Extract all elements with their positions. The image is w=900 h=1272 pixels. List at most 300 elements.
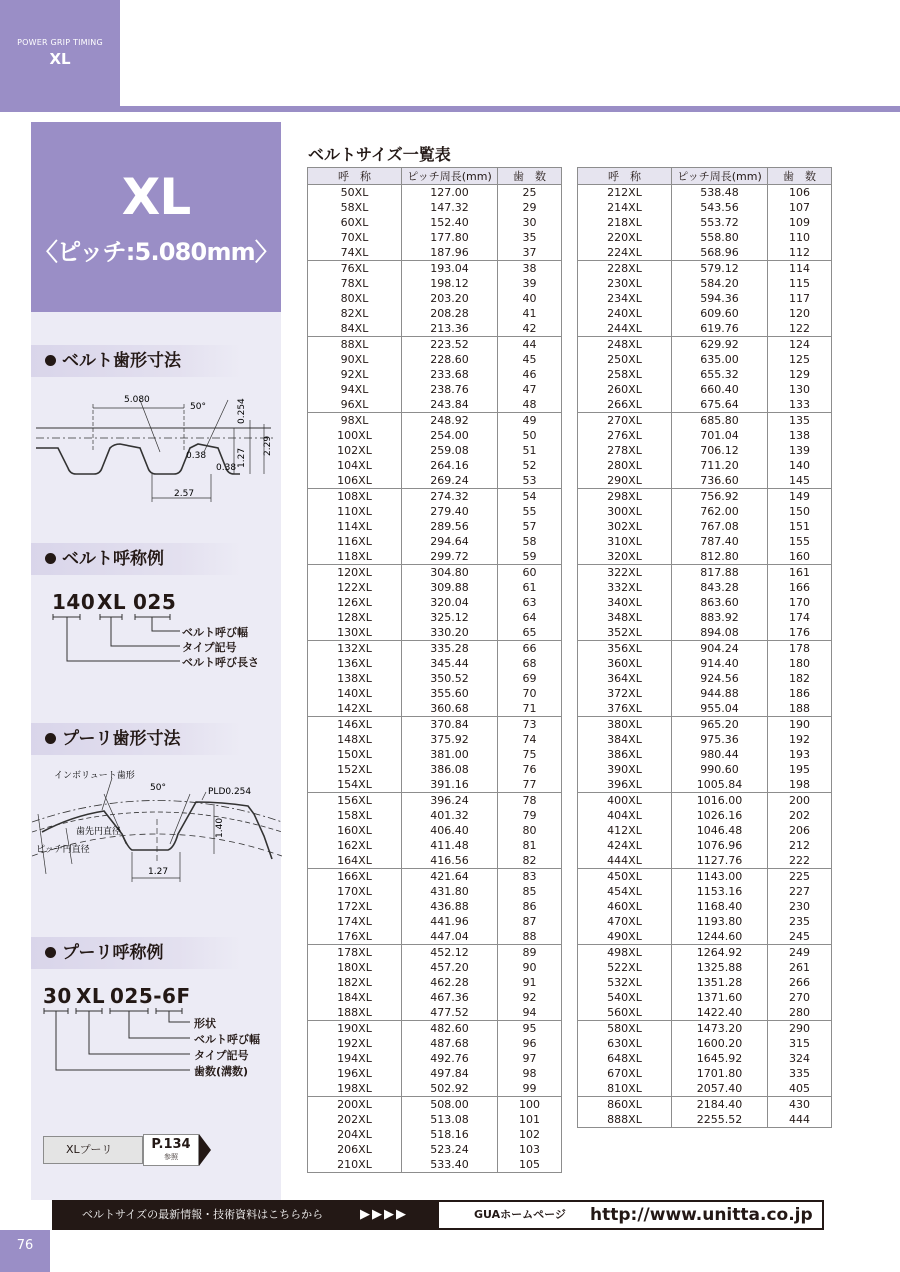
table-row [308, 215, 562, 230]
cell-teeth: 129 [768, 367, 832, 382]
cell-teeth: 103 [498, 1142, 562, 1157]
cell-name: 300XL [578, 504, 672, 519]
cell-teeth: 235 [768, 914, 832, 929]
pulley-legend-teeth: 歯数(溝数) [194, 1065, 249, 1078]
cell-length: 350.52 [402, 671, 498, 686]
page-title: XL [121, 168, 191, 226]
table-row [578, 823, 832, 838]
cell-teeth: 44 [498, 337, 562, 353]
cell-name: 202XL [308, 1112, 402, 1127]
cell-name: 670XL [578, 1066, 672, 1081]
cell-name: 106XL [308, 473, 402, 489]
table-row [308, 1081, 562, 1097]
table-row [578, 1021, 832, 1037]
cell-teeth: 98 [498, 1066, 562, 1081]
table-row [578, 641, 832, 657]
cell-length: 152.40 [402, 215, 498, 230]
cell-name: 230XL [578, 276, 672, 291]
cell-teeth: 227 [768, 884, 832, 899]
cell-name: 364XL [578, 671, 672, 686]
cell-teeth: 280 [768, 1005, 832, 1021]
cell-teeth: 315 [768, 1036, 832, 1051]
cell-length: 416.56 [402, 853, 498, 869]
cell-length: 177.80 [402, 230, 498, 245]
cell-length: 391.16 [402, 777, 498, 793]
cell-teeth: 198 [768, 777, 832, 793]
cell-length: 635.00 [672, 352, 768, 367]
cell-length: 477.52 [402, 1005, 498, 1021]
cell-teeth: 261 [768, 960, 832, 975]
cell-length: 502.92 [402, 1081, 498, 1097]
cell-length: 421.64 [402, 869, 498, 885]
cell-name: 260XL [578, 382, 672, 397]
size-table-right [577, 167, 832, 1128]
cell-name: 320XL [578, 549, 672, 565]
cell-name: 96XL [308, 397, 402, 413]
cell-name: 244XL [578, 321, 672, 337]
cell-teeth: 212 [768, 838, 832, 853]
cell-length: 944.88 [672, 686, 768, 701]
cell-length: 508.00 [402, 1097, 498, 1113]
cell-length: 924.56 [672, 671, 768, 686]
table-row [578, 397, 832, 413]
cell-teeth: 110 [768, 230, 832, 245]
table-row [308, 823, 562, 838]
cell-teeth: 55 [498, 504, 562, 519]
cell-name: 132XL [308, 641, 402, 657]
cell-teeth: 155 [768, 534, 832, 549]
table-row [578, 656, 832, 671]
table-row [308, 701, 562, 717]
table-row [578, 732, 832, 747]
cell-length: 355.60 [402, 686, 498, 701]
table-row [578, 458, 832, 473]
cell-teeth: 100 [498, 1097, 562, 1113]
cell-teeth: 107 [768, 200, 832, 215]
cell-length: 269.24 [402, 473, 498, 489]
cell-name: 278XL [578, 443, 672, 458]
dim-w: 2.57 [174, 489, 195, 499]
cell-length: 1127.76 [672, 853, 768, 869]
cell-length: 187.96 [402, 245, 498, 261]
cell-teeth: 81 [498, 838, 562, 853]
cell-length: 497.84 [402, 1066, 498, 1081]
cell-length: 1325.88 [672, 960, 768, 975]
cell-name: 450XL [578, 869, 672, 885]
cell-teeth: 82 [498, 853, 562, 869]
cell-teeth: 112 [768, 245, 832, 261]
cell-name: 454XL [578, 884, 672, 899]
section-pulley-tooth [31, 723, 241, 755]
cell-length: 447.04 [402, 929, 498, 945]
table-row [578, 1005, 832, 1021]
table-row [308, 549, 562, 565]
cell-teeth: 46 [498, 367, 562, 382]
cell-length: 381.00 [402, 747, 498, 762]
table-row [578, 367, 832, 382]
belt-code-a: 140 [52, 590, 96, 614]
cell-teeth: 45 [498, 352, 562, 367]
cell-length: 213.36 [402, 321, 498, 337]
table-row [308, 1021, 562, 1037]
cell-teeth: 124 [768, 337, 832, 353]
cell-name: 860XL [578, 1097, 672, 1113]
cell-name: 166XL [308, 869, 402, 885]
cell-teeth: 109 [768, 215, 832, 230]
cell-teeth: 188 [768, 701, 832, 717]
cell-teeth: 61 [498, 580, 562, 595]
table-row [308, 519, 562, 534]
dim-tip: 歯先円直径 [76, 827, 122, 837]
col-header-name: 呼 称 [308, 168, 402, 185]
cell-name: 158XL [308, 808, 402, 823]
belt-legend-length: ベルト呼び長さ [182, 656, 259, 669]
cell-length: 812.80 [672, 549, 768, 565]
table-row [578, 321, 832, 337]
cell-teeth: 200 [768, 793, 832, 809]
cell-name: 498XL [578, 945, 672, 961]
table-row [578, 306, 832, 321]
table-row [578, 671, 832, 686]
cell-name: 424XL [578, 838, 672, 853]
cell-name: 84XL [308, 321, 402, 337]
table-row [308, 1066, 562, 1081]
cell-length: 208.28 [402, 306, 498, 321]
cell-length: 619.76 [672, 321, 768, 337]
cell-name: 80XL [308, 291, 402, 306]
cell-length: 863.60 [672, 595, 768, 610]
cell-length: 767.08 [672, 519, 768, 534]
cell-name: 116XL [308, 534, 402, 549]
cell-name: 108XL [308, 489, 402, 505]
cell-length: 1153.16 [672, 884, 768, 899]
cell-name: 258XL [578, 367, 672, 382]
cell-name: 126XL [308, 595, 402, 610]
cell-name: 400XL [578, 793, 672, 809]
cell-length: 254.00 [402, 428, 498, 443]
cell-teeth: 90 [498, 960, 562, 975]
cell-teeth: 68 [498, 656, 562, 671]
section-title: プーリ呼称例 [62, 943, 164, 963]
cell-length: 1046.48 [672, 823, 768, 838]
cell-teeth: 130 [768, 382, 832, 397]
series-code: XL [49, 50, 71, 68]
cell-name: 372XL [578, 686, 672, 701]
cell-name: 470XL [578, 914, 672, 929]
table-row [578, 549, 832, 565]
footer-notice: ベルトサイズの最新情報・技術資料はこちらから [54, 1202, 439, 1228]
cell-name: 340XL [578, 595, 672, 610]
cell-length: 228.60 [402, 352, 498, 367]
cell-name: 444XL [578, 853, 672, 869]
cell-teeth: 161 [768, 565, 832, 581]
cell-length: 1005.84 [672, 777, 768, 793]
table-row [308, 337, 562, 353]
cell-length: 259.08 [402, 443, 498, 458]
cell-length: 685.80 [672, 413, 768, 429]
cell-name: 128XL [308, 610, 402, 625]
cell-name: 154XL [308, 777, 402, 793]
cell-length: 457.20 [402, 960, 498, 975]
table-row [578, 489, 832, 505]
cell-length: 1422.40 [672, 1005, 768, 1021]
cell-name: 322XL [578, 565, 672, 581]
cell-teeth: 65 [498, 625, 562, 641]
table-row [578, 519, 832, 534]
cell-length: 492.76 [402, 1051, 498, 1066]
cell-name: 188XL [308, 1005, 402, 1021]
reference-page: P.134 [151, 1137, 191, 1152]
cell-name: 204XL [308, 1127, 402, 1142]
cell-teeth: 151 [768, 519, 832, 534]
cell-teeth: 192 [768, 732, 832, 747]
table-row [578, 929, 832, 945]
cell-length: 264.16 [402, 458, 498, 473]
cell-teeth: 99 [498, 1081, 562, 1097]
cell-name: 114XL [308, 519, 402, 534]
cell-teeth: 49 [498, 413, 562, 429]
dim-involute: インボリュート歯形 [54, 771, 135, 781]
col-header-length: ピッチ周長(mm) [402, 168, 498, 185]
cell-length: 787.40 [672, 534, 768, 549]
cell-name: 560XL [578, 1005, 672, 1021]
cell-length: 736.60 [672, 473, 768, 489]
table-row [578, 1066, 832, 1081]
cell-teeth: 138 [768, 428, 832, 443]
table-row [578, 717, 832, 733]
belt-legend-type: タイプ記号 [182, 641, 237, 654]
table-row [308, 185, 562, 201]
cell-name: 172XL [308, 899, 402, 914]
table-row [308, 1157, 562, 1173]
footer-arrows-icon: ▶▶▶▶ [360, 1207, 408, 1222]
cell-name: 460XL [578, 899, 672, 914]
cell-length: 386.08 [402, 762, 498, 777]
cell-teeth: 96 [498, 1036, 562, 1051]
cell-name: 888XL [578, 1112, 672, 1128]
cell-length: 304.80 [402, 565, 498, 581]
cell-length: 655.32 [672, 367, 768, 382]
cell-name: 196XL [308, 1066, 402, 1081]
footer-banner [52, 1200, 824, 1230]
table-row [578, 1112, 832, 1128]
table-row [578, 853, 832, 869]
table-row [308, 1036, 562, 1051]
cell-teeth: 94 [498, 1005, 562, 1021]
table-row [308, 534, 562, 549]
cell-length: 1351.28 [672, 975, 768, 990]
cell-name: 540XL [578, 990, 672, 1005]
cell-teeth: 86 [498, 899, 562, 914]
cell-length: 299.72 [402, 549, 498, 565]
table-row [308, 1005, 562, 1021]
cell-length: 223.52 [402, 337, 498, 353]
table-row [308, 352, 562, 367]
table-row [578, 884, 832, 899]
table-row [308, 686, 562, 701]
col-header-length: ピッチ周長(mm) [672, 168, 768, 185]
cell-teeth: 145 [768, 473, 832, 489]
cell-name: 182XL [308, 975, 402, 990]
footer-url-link[interactable]: http://www.unitta.co.jp [590, 1205, 813, 1225]
cell-teeth: 59 [498, 549, 562, 565]
cell-name: 122XL [308, 580, 402, 595]
cell-teeth: 39 [498, 276, 562, 291]
table-row [308, 777, 562, 793]
cell-name: 150XL [308, 747, 402, 762]
table-row [578, 352, 832, 367]
table-row [308, 306, 562, 321]
cell-teeth: 35 [498, 230, 562, 245]
cell-teeth: 71 [498, 701, 562, 717]
cell-teeth: 225 [768, 869, 832, 885]
cell-length: 543.56 [672, 200, 768, 215]
cell-length: 1264.92 [672, 945, 768, 961]
cell-name: 118XL [308, 549, 402, 565]
cell-length: 274.32 [402, 489, 498, 505]
cell-length: 701.04 [672, 428, 768, 443]
cell-teeth: 101 [498, 1112, 562, 1127]
cell-name: 70XL [308, 230, 402, 245]
cell-teeth: 174 [768, 610, 832, 625]
cell-teeth: 40 [498, 291, 562, 306]
cell-length: 289.56 [402, 519, 498, 534]
cell-teeth: 89 [498, 945, 562, 961]
pulley-tooth-diagram [32, 764, 282, 894]
table-row [308, 413, 562, 429]
cell-teeth: 76 [498, 762, 562, 777]
cell-name: 280XL [578, 458, 672, 473]
col-header-teeth: 歯 数 [768, 168, 832, 185]
cell-teeth: 125 [768, 352, 832, 367]
cell-length: 1016.00 [672, 793, 768, 809]
table-row [578, 686, 832, 701]
cell-teeth: 106 [768, 185, 832, 201]
cell-length: 375.92 [402, 732, 498, 747]
reference-page-box[interactable] [143, 1134, 199, 1166]
table-row [578, 230, 832, 245]
cell-length: 1076.96 [672, 838, 768, 853]
cell-teeth: 149 [768, 489, 832, 505]
cell-length: 553.72 [672, 215, 768, 230]
reference-note: 参照 [164, 1153, 178, 1161]
cell-length: 2255.52 [672, 1112, 768, 1128]
cell-teeth: 38 [498, 261, 562, 277]
cell-length: 1168.40 [672, 899, 768, 914]
belt-tooth-diagram [36, 390, 276, 505]
table-row [308, 641, 562, 657]
table-row [308, 397, 562, 413]
cell-teeth: 87 [498, 914, 562, 929]
header-bar [0, 0, 900, 112]
cell-teeth: 64 [498, 610, 562, 625]
cell-length: 894.08 [672, 625, 768, 641]
cell-length: 1473.20 [672, 1021, 768, 1037]
table-row [308, 291, 562, 306]
table-row [308, 838, 562, 853]
table-row [308, 1051, 562, 1066]
table-row [308, 869, 562, 885]
cell-teeth: 245 [768, 929, 832, 945]
cell-name: 176XL [308, 929, 402, 945]
cell-name: 580XL [578, 1021, 672, 1037]
cell-length: 1371.60 [672, 990, 768, 1005]
cell-name: 142XL [308, 701, 402, 717]
cell-teeth: 70 [498, 686, 562, 701]
cell-length: 711.20 [672, 458, 768, 473]
cell-name: 532XL [578, 975, 672, 990]
dim-r1: 0.38 [186, 451, 207, 461]
cell-length: 345.44 [402, 656, 498, 671]
cell-name: 94XL [308, 382, 402, 397]
cell-teeth: 42 [498, 321, 562, 337]
cell-teeth: 78 [498, 793, 562, 809]
cell-length: 523.24 [402, 1142, 498, 1157]
header-rule [120, 106, 900, 112]
section-title: ベルト呼称例 [62, 549, 164, 569]
cell-teeth: 190 [768, 717, 832, 733]
cell-length: 568.96 [672, 245, 768, 261]
cell-name: 240XL [578, 306, 672, 321]
table-row [578, 793, 832, 809]
cell-name: 404XL [578, 808, 672, 823]
cell-name: 88XL [308, 337, 402, 353]
cell-name: 162XL [308, 838, 402, 853]
table-row [308, 382, 562, 397]
pulley-code-a: 30 [43, 984, 72, 1008]
table-row [578, 1051, 832, 1066]
cell-name: 152XL [308, 762, 402, 777]
cell-name: 648XL [578, 1051, 672, 1066]
cell-length: 396.24 [402, 793, 498, 809]
dim-r2: 0.38 [216, 463, 237, 473]
cell-length: 579.12 [672, 261, 768, 277]
cell-name: 298XL [578, 489, 672, 505]
table-row [578, 808, 832, 823]
table-row [308, 489, 562, 505]
cell-teeth: 37 [498, 245, 562, 261]
cell-length: 406.40 [402, 823, 498, 838]
cell-name: 224XL [578, 245, 672, 261]
cell-teeth: 180 [768, 656, 832, 671]
cell-teeth: 41 [498, 306, 562, 321]
cell-name: 156XL [308, 793, 402, 809]
table-row [308, 929, 562, 945]
table-row [578, 762, 832, 777]
cell-name: 380XL [578, 717, 672, 733]
cell-length: 980.44 [672, 747, 768, 762]
cell-length: 1645.92 [672, 1051, 768, 1066]
pitch-subtitle: 〈ピッチ:5.080mm〉 [33, 238, 279, 266]
cell-teeth: 122 [768, 321, 832, 337]
series-label: POWER GRIP TIMING [17, 38, 103, 47]
table-row [578, 200, 832, 215]
cell-name: 146XL [308, 717, 402, 733]
cell-teeth: 114 [768, 261, 832, 277]
table-row [578, 261, 832, 277]
table-row [308, 960, 562, 975]
cell-name: 200XL [308, 1097, 402, 1113]
cell-teeth: 57 [498, 519, 562, 534]
reference-link-label[interactable]: XLプーリ [43, 1136, 143, 1164]
col-header-name: 呼 称 [578, 168, 672, 185]
cell-name: 82XL [308, 306, 402, 321]
dim-pld: PLD0.254 [208, 787, 252, 797]
table-row [578, 276, 832, 291]
arrow-right-icon [199, 1134, 211, 1166]
cell-teeth: 182 [768, 671, 832, 686]
cell-teeth: 73 [498, 717, 562, 733]
